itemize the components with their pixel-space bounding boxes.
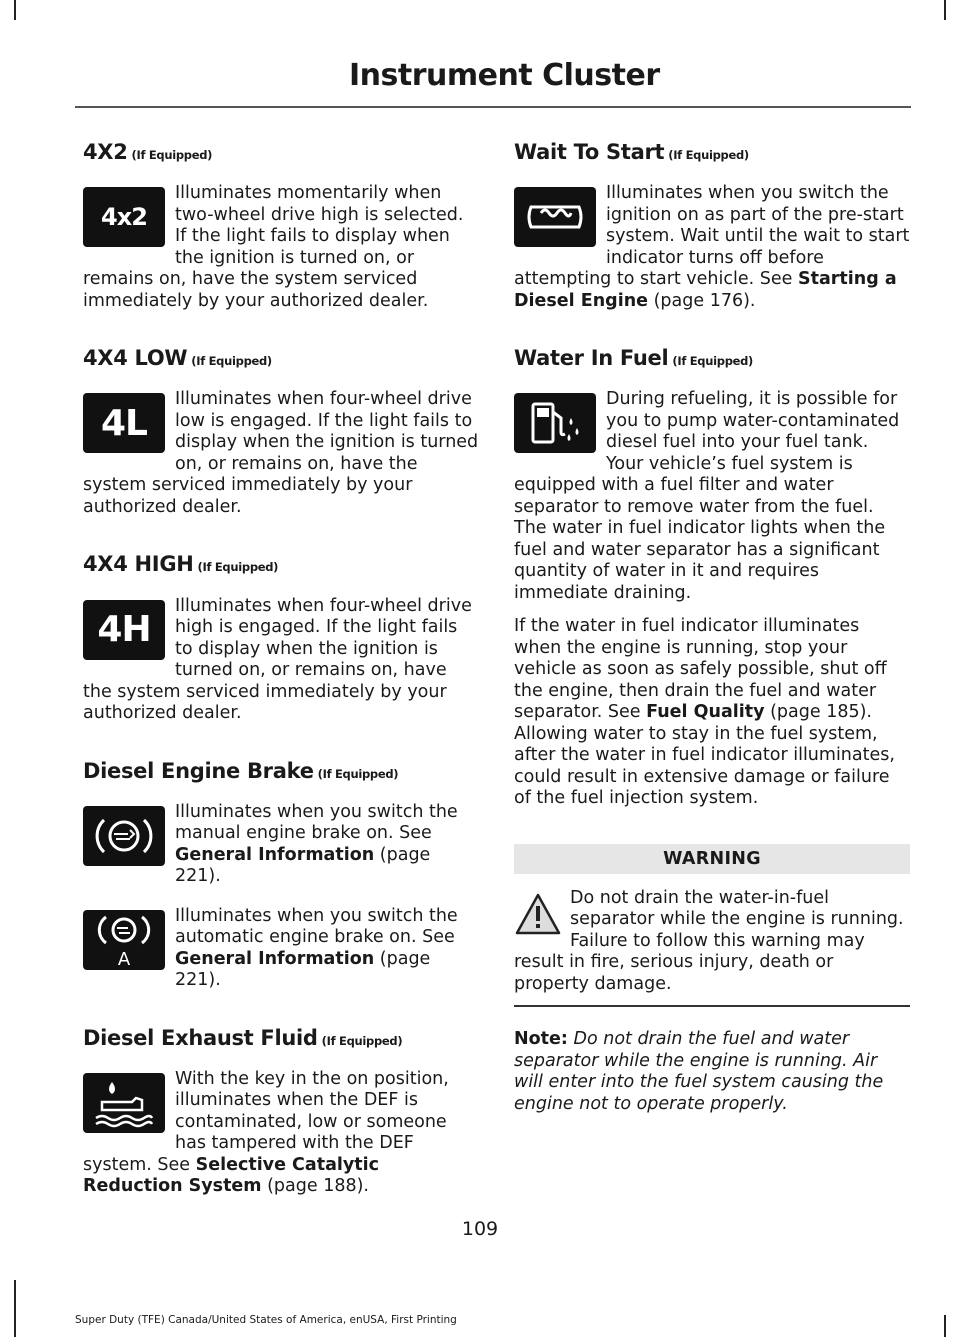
section-text: With the key in the on position, illuminates when the DEF is contaminated, low or someone has tampered with the DEF system. See Selective Catalytic Reduction System (page 188).: [83, 1068, 449, 1197]
section-text: If the water in fuel indicator illuminates when the engine is running, stop your vehicle as soon as safely possible, shut off the engine, then drain the fuel and water separator. See Fuel Quality (page 185).: [514, 616, 887, 723]
engine-brake-icon: [83, 806, 165, 866]
section-text: Allowing water to stay in the fuel system, after the water in fuel indicator illuminates, could result in extensive damage or failure of the fuel injection system.: [514, 723, 895, 809]
section-heading: Diesel Exhaust Fluid (If Equipped): [83, 1025, 403, 1050]
xref-link[interactable]: Selective Catalytic Reduction System: [83, 1154, 380, 1197]
crop-mark: [944, 0, 946, 20]
warning-divider: [514, 1005, 910, 1007]
left-column: [83, 140, 479, 1232]
header-divider: [75, 106, 911, 108]
section-heading: 4X4 LOW (If Equipped): [83, 346, 272, 371]
section-text: Illuminates when four-wheel drive high is engaged. If the light fails to display when the ignition is turned on, or remains on, have the system serviced immediately by your authorized dealer.: [83, 595, 472, 724]
page-title: Instrument Cluster: [349, 58, 660, 93]
note: Note: Do not drain the fuel and water separator while the engine is running. Air will enter into the fuel system causing the engine not to operate properly.: [514, 1029, 884, 1114]
4h-indicator-icon: 4H: [83, 600, 165, 660]
right-column: [514, 140, 910, 1115]
footer-text: Super Duty (TFE) Canada/United States of America, enUSA, First Printing: [75, 1314, 457, 1326]
xref-link[interactable]: Fuel Quality: [646, 702, 765, 723]
def-icon: [83, 1073, 165, 1133]
4l-indicator-icon: 4L: [83, 393, 165, 453]
crop-mark: [944, 1315, 946, 1337]
section-heading: Wait To Start (If Equipped): [514, 140, 749, 164]
section-diesel-engine-brake: [83, 759, 479, 1004]
crop-mark: [14, 0, 16, 20]
section-text: Illuminates when four-wheel drive low is engaged. If the light fails to display when the ignition is turned on, or remains on, have the system serviced immediately by your authorized dealer.: [83, 389, 479, 517]
section-heading: Diesel Engine Brake (If Equipped): [83, 758, 399, 783]
water-in-fuel-icon: [514, 393, 596, 453]
section-4x4-low: [83, 346, 479, 530]
section-text: Illuminates momentarily when two-wheel drive high is selected. If the light fails to display when the ignition is turned on, or remains on, have the system serviced immediately by your authorized dealer.: [83, 183, 464, 311]
section-heading: 4X4 HIGH (If Equipped): [83, 552, 279, 577]
page-number: 109: [461, 1218, 499, 1240]
section-heading: Water In Fuel (If Equipped): [514, 346, 754, 371]
section-diesel-exhaust-fluid: [83, 1026, 479, 1210]
section-heading: 4X2 (If Equipped): [83, 140, 213, 164]
auto-engine-brake-icon: [83, 910, 165, 970]
glow-plug-icon: [514, 187, 596, 247]
warning-header: WARNING: [514, 844, 910, 874]
xref-link[interactable]: General Information: [175, 948, 375, 969]
warning-text: Do not drain the water-in-fuel separator while the engine is running. Failure to follow this warning may result in fire, serious injury, death or property damage.: [514, 887, 904, 994]
section-4x4-high: [83, 552, 479, 736]
section-text: Illuminates when you switch the ignition on as part of the pre-start system. Wait until the wait to start indicator turns off before attempting to start vehicle. See Starting a Diesel Engine (page 176).: [514, 183, 910, 311]
section-4x2: [83, 140, 479, 324]
crop-mark: [14, 1280, 16, 1337]
xref-link[interactable]: Starting a Diesel Engine: [514, 269, 897, 311]
section-text: Illuminates when you switch the automatic engine brake on. See General Information (page 221).: [175, 905, 458, 991]
svg-text:A: A: [117, 948, 131, 967]
section-water-in-fuel: [514, 346, 910, 822]
section-text: During refueling, it is possible for you to pump water-contaminated diesel fuel into your fuel tank. Your vehicle’s fuel system is equipped with a fuel filter and water separator to remove water from the fuel. The water in fuel indicator lights when the fuel and water separator has a significant quantity of water in it and requires immediate draining.: [514, 389, 900, 603]
xref-link[interactable]: General Information: [175, 844, 375, 865]
section-text: Illuminates when you switch the manual engine brake on. See General Information (page 221).: [175, 801, 458, 887]
warning-triangle-icon: [514, 892, 562, 938]
warning-box: [514, 888, 910, 996]
4x2-indicator-icon: 4x2: [83, 187, 165, 247]
section-wait-to-start: [514, 140, 910, 324]
